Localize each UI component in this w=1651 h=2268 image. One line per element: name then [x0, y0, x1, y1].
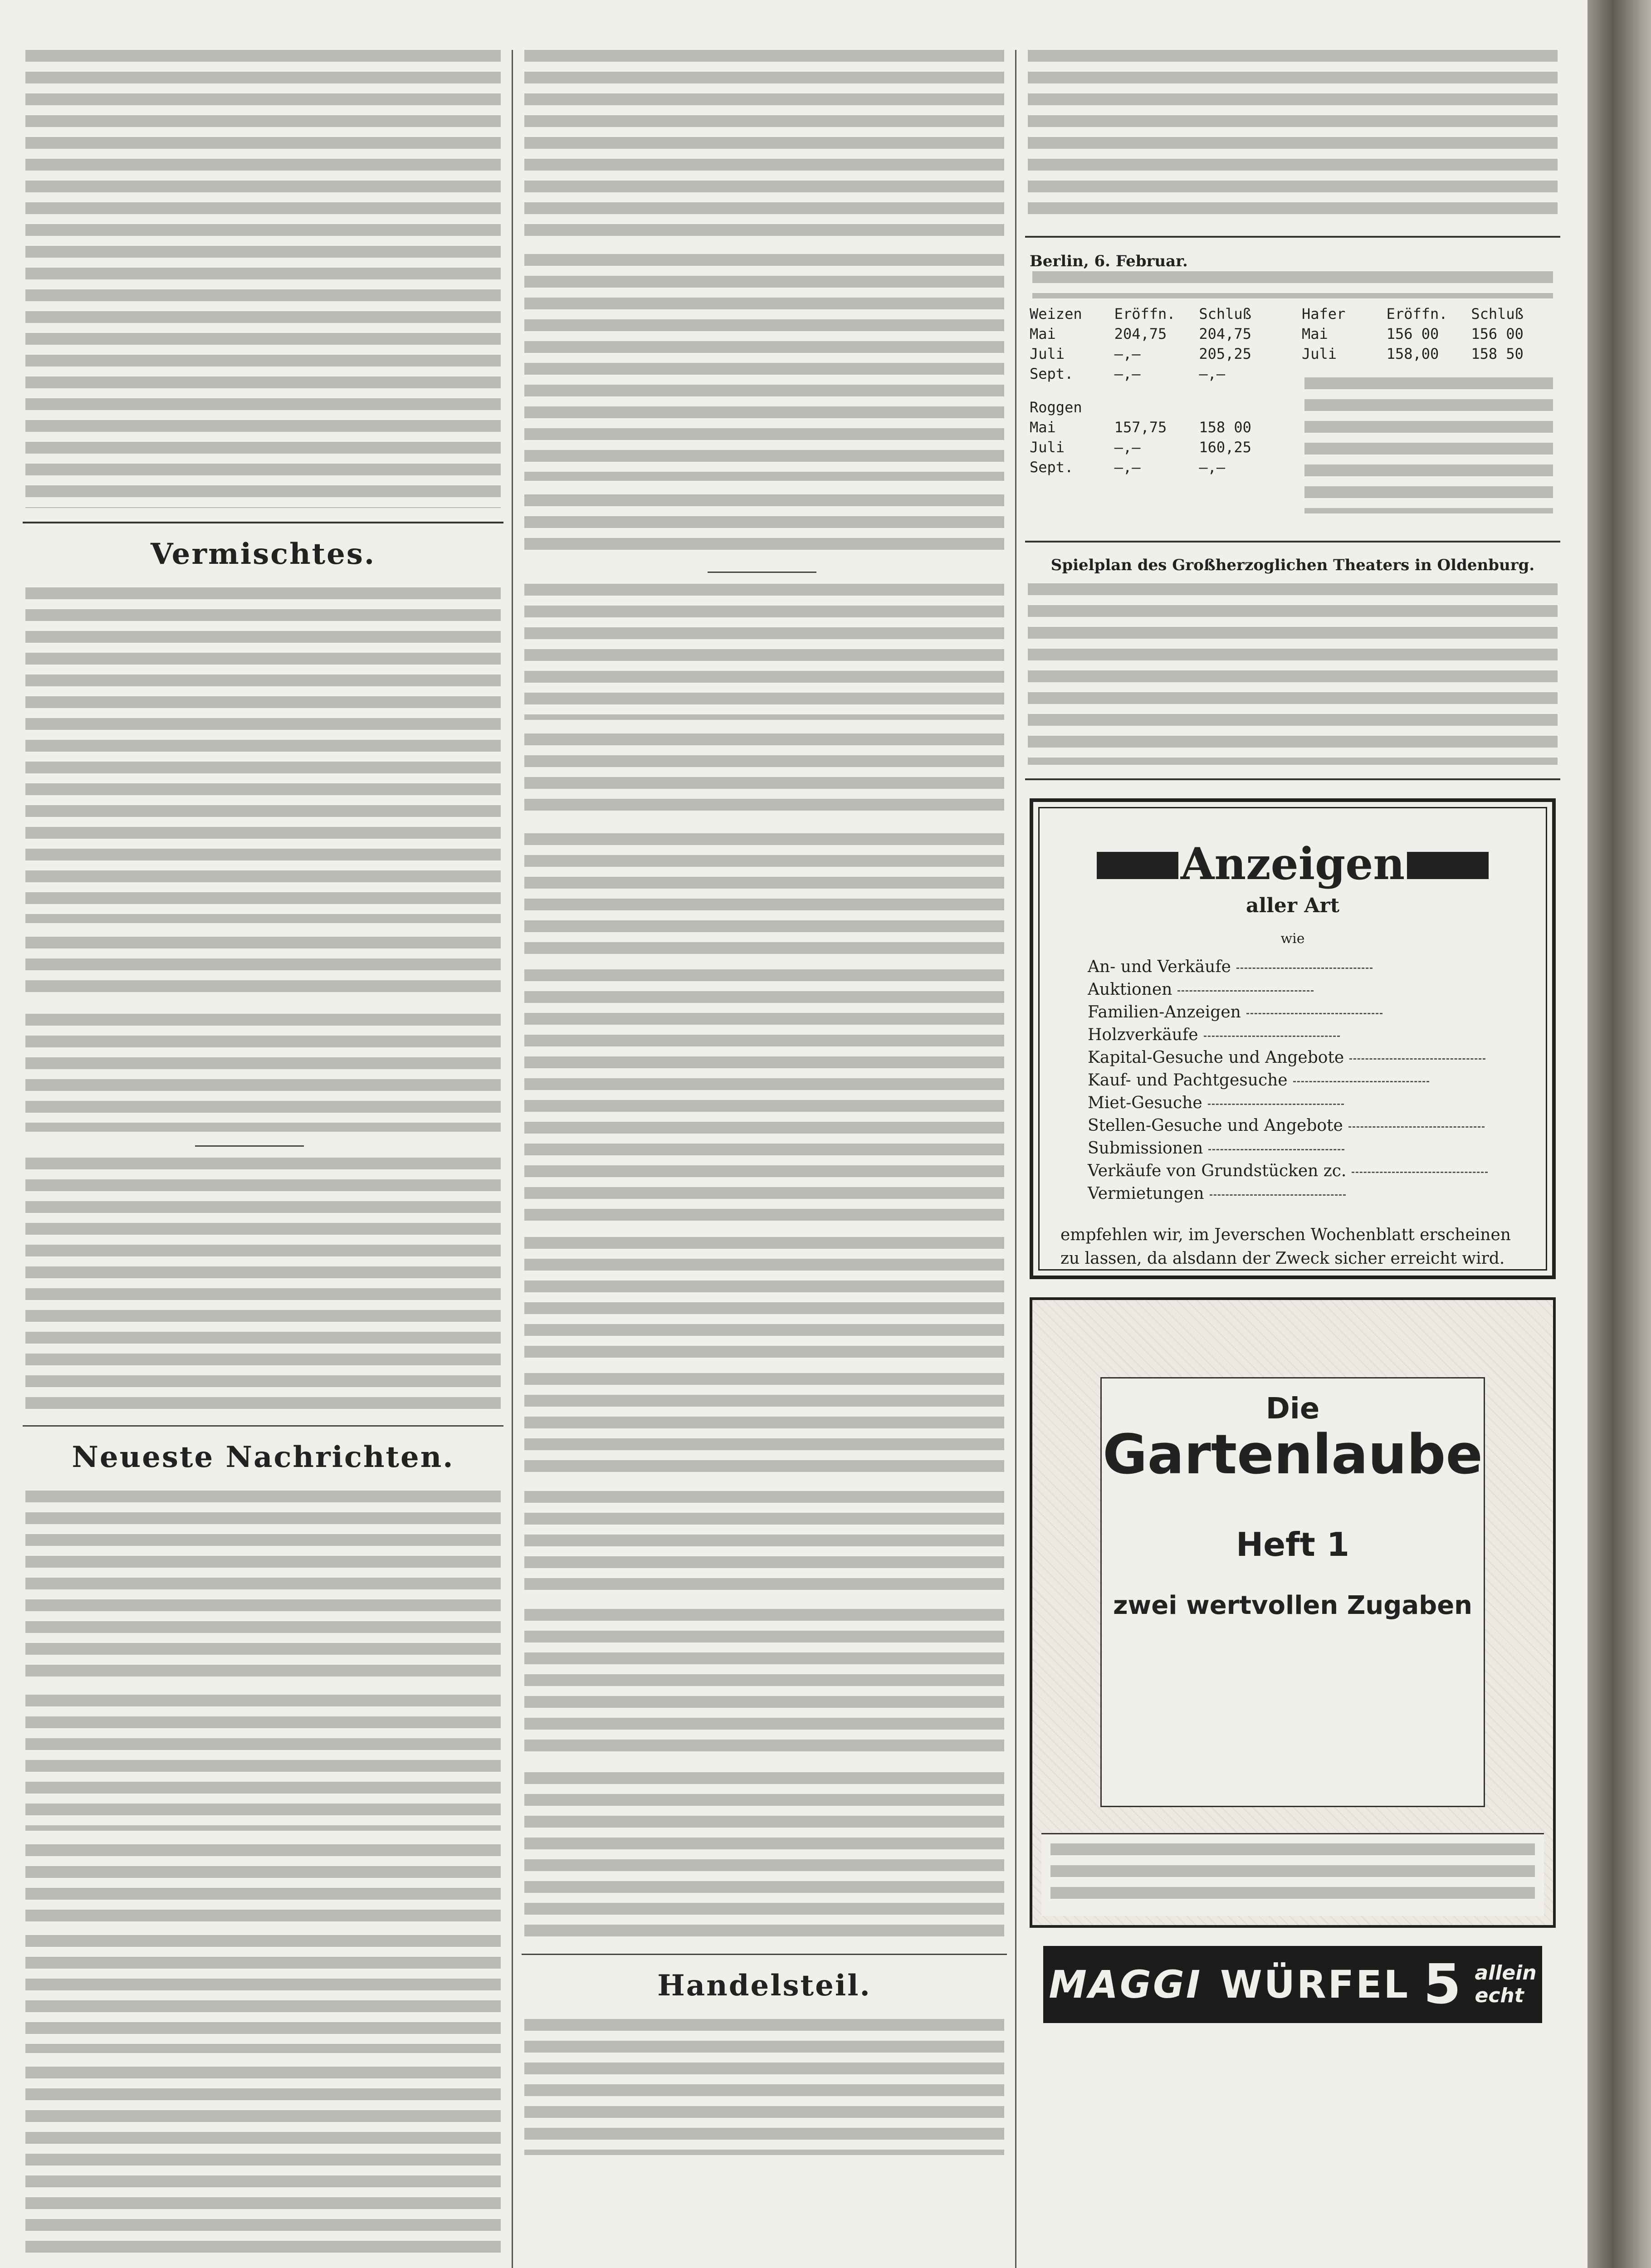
book-binding-edge	[1588, 0, 1651, 2268]
ad-anzeigen-item	[1088, 1024, 1534, 1046]
article-london-balfour	[524, 1609, 1004, 1759]
price-month: Mai	[1030, 325, 1056, 342]
dash-line	[1352, 1172, 1488, 1173]
ad-maggi-slogan	[1475, 1962, 1536, 2007]
ad-anzeigen-item	[1088, 1001, 1534, 1024]
ad-anzeigen-list	[1088, 956, 1534, 1205]
ad-anzeigen-item-label: Miet-Gesuche	[1088, 1094, 1202, 1112]
grain-label: Hafer	[1302, 305, 1346, 323]
article-berlin-reichstag	[524, 833, 1004, 956]
ad-anzeigen-item-label: An- und Verkäufe	[1088, 958, 1231, 976]
section-rule	[522, 1954, 1007, 1955]
price-close: 158 50	[1471, 345, 1524, 362]
article-gotha-militaerluftschiff	[524, 584, 1004, 720]
ad-anzeigen-item-label: Verkäufe von Grundstücken zc.	[1088, 1162, 1347, 1180]
ad-anzeigen-item-label: Submissionen	[1088, 1139, 1203, 1158]
ad-anzeigen-item-label: Holzverkäufe	[1088, 1026, 1198, 1044]
dash-line	[1348, 1126, 1485, 1128]
ad-anzeigen-item-label: Vermietungen	[1088, 1184, 1204, 1203]
price-row	[1030, 324, 1284, 344]
ad-anzeigen-item-label: Auktionen	[1088, 980, 1172, 999]
article-kreisverband-werfen	[25, 50, 501, 508]
section-rule	[1025, 541, 1560, 543]
ad-anzeigen-subtitle: aller Art	[1246, 894, 1340, 917]
price-row	[1030, 437, 1284, 457]
price-header	[1030, 304, 1284, 324]
ad-anzeigen-item	[1088, 1046, 1534, 1069]
price-open: —,—	[1114, 439, 1141, 456]
ad-gartenlaube-zugaben: zwei wertvollen Zugaben	[1113, 1591, 1473, 1620]
ad-gartenlaube-panel	[1100, 1377, 1485, 1807]
section-rule	[23, 1425, 503, 1427]
price-open: —,—	[1114, 345, 1141, 362]
price-month: Juli	[1302, 345, 1337, 362]
price-close: 158 00	[1199, 419, 1251, 436]
dash-line	[1204, 1036, 1340, 1037]
heading-vermischtes: Vermischtes.	[150, 537, 376, 571]
theater-program	[1028, 583, 1558, 765]
price-month: Sept.	[1030, 459, 1074, 476]
section-rule	[23, 522, 503, 523]
section-rule	[1025, 236, 1560, 238]
ad-anzeigen-item-label: Kapital-Gesuche und Angebote	[1088, 1048, 1344, 1067]
ad-gartenlaube-footer-text	[1050, 1843, 1535, 1907]
column-3	[1025, 50, 1560, 2023]
article-paris-amiens	[524, 1491, 1004, 1595]
article-berlin-budgetkommission	[524, 969, 1004, 1223]
dash-line	[1349, 1058, 1485, 1060]
col-close-label: Schluß	[1199, 305, 1251, 323]
ad-anzeigen-title: Anzeigen	[1180, 838, 1405, 890]
article-berlin-brand	[524, 1237, 1004, 1359]
price-close: —,—	[1199, 459, 1226, 476]
article-jever-viehmarkt	[524, 2019, 1004, 2155]
ornament-left	[1097, 852, 1178, 879]
ad-gartenlaube	[1030, 1297, 1556, 1928]
price-close: 205,25	[1199, 345, 1251, 362]
ad-maggi-slogan-2: echt	[1475, 1984, 1524, 2007]
price-month: Mai	[1302, 325, 1328, 342]
ad-anzeigen-item	[1088, 1114, 1534, 1137]
col-close-label: Schluß	[1471, 305, 1524, 323]
price-close: —,—	[1199, 365, 1226, 382]
article-washington-spionage	[524, 1772, 1004, 1940]
article-berlin-reichskanzler	[25, 1491, 501, 1681]
ad-anzeigen-item	[1088, 1069, 1534, 1092]
article-deutschland-england	[524, 50, 1004, 240]
ad-anzeigen-item	[1088, 1092, 1534, 1114]
article-london-kirchen	[25, 2067, 501, 2253]
column-rule-2	[1015, 50, 1016, 2268]
ad-anzeigen-item	[1088, 1160, 1534, 1183]
article-tore-st-james	[25, 1844, 501, 1921]
price-month: Sept.	[1030, 365, 1074, 382]
column-rule-1	[512, 50, 513, 2268]
ad-maggi-price: 5	[1423, 1953, 1461, 2016]
article-london-teheran	[524, 254, 1004, 481]
price-header	[1302, 304, 1556, 324]
section-rule	[1025, 778, 1560, 780]
price-table-caption	[1032, 271, 1553, 298]
price-close: 204,75	[1199, 325, 1251, 342]
price-close: 160,25	[1199, 439, 1251, 456]
ad-anzeigen	[1030, 798, 1556, 1279]
article-berlin-akademie	[25, 587, 501, 923]
dash-line	[1208, 1149, 1344, 1150]
article-doeberitz	[25, 1014, 501, 1132]
ad-anzeigen-item	[1088, 1183, 1534, 1205]
article-rule	[708, 572, 816, 573]
ad-maggi-product: WÜRFEL	[1220, 1962, 1410, 2007]
dash-line	[1210, 1194, 1346, 1196]
ad-gartenlaube-heft: Heft 1	[1236, 1525, 1349, 1564]
ad-anzeigen-footer: empfehlen wir, im Jeverschen Wochenblatt erscheinen zu lassen, da alsdann der Zweck sicher erreicht wird.	[1060, 1226, 1511, 1268]
article-paris-pest	[524, 1373, 1004, 1477]
price-table-remaining	[1304, 377, 1553, 513]
col-open-label: Eröffn.	[1386, 305, 1448, 323]
heading-handelsteil: Handelsteil.	[657, 1969, 871, 2003]
ad-anzeigen-item-label: Familien-Anzeigen	[1088, 1003, 1241, 1022]
dash-line	[1246, 1013, 1382, 1014]
article-kalkutta	[524, 494, 1004, 558]
price-row	[1030, 457, 1284, 477]
price-month: Juli	[1030, 439, 1065, 456]
ad-anzeigen-item	[1088, 956, 1534, 978]
heading-neueste-nachrichten: Neueste Nachrichten.	[72, 1440, 454, 1474]
price-open: —,—	[1114, 459, 1141, 476]
article-viehmarkt-continued	[1028, 50, 1558, 222]
price-close: 156 00	[1471, 325, 1524, 342]
price-open: 157,75	[1114, 419, 1167, 436]
column-2	[522, 50, 1007, 2169]
ad-anzeigen-item-label: Stellen-Gesuche und Angebote	[1088, 1116, 1343, 1135]
price-table	[1025, 251, 1560, 527]
dash-line	[1236, 968, 1373, 969]
price-open: 158,00	[1386, 345, 1439, 362]
price-open: 204,75	[1114, 325, 1167, 342]
dash-line	[1177, 990, 1314, 992]
dash-line	[1293, 1081, 1429, 1082]
price-row	[1030, 344, 1284, 364]
ad-gartenlaube-die: Die	[1265, 1392, 1320, 1426]
article-stuttgart	[25, 937, 501, 1000]
price-row	[1302, 344, 1556, 364]
price-open: 156 00	[1386, 325, 1439, 342]
theater-title: Spielplan des Großherzoglichen Theaters in Oldenburg.	[1050, 556, 1535, 574]
ad-maggi-brand: MAGGI	[1049, 1962, 1202, 2007]
ad-maggi	[1043, 1946, 1542, 2023]
price-row	[1030, 364, 1284, 384]
price-row	[1302, 324, 1556, 344]
dash-line	[1208, 1104, 1344, 1105]
ad-anzeigen-item	[1088, 1137, 1534, 1160]
price-month: Juli	[1030, 345, 1065, 362]
ad-maggi-slogan-1: allein	[1475, 1961, 1537, 1984]
grain-label: Roggen	[1030, 399, 1082, 416]
price-month: Mai	[1030, 419, 1056, 436]
column-1	[23, 50, 503, 2266]
price-table-title: Berlin, 6. Februar.	[1030, 252, 1188, 270]
ad-anzeigen-item	[1088, 978, 1534, 1001]
ad-gartenlaube-name: Gartenlaube	[1103, 1423, 1483, 1486]
price-header	[1030, 397, 1284, 417]
article-rule	[195, 1145, 304, 1147]
ad-anzeigen-item-label: Kauf- und Pachtgesuche	[1088, 1071, 1288, 1090]
ornament-right	[1407, 852, 1489, 879]
col-open-label: Eröffn.	[1114, 305, 1176, 323]
ad-anzeigen-wie: wie	[1280, 931, 1305, 947]
article-infanterieregiment	[25, 1935, 501, 2053]
article-berlin-luftschiff-fulda	[524, 733, 1004, 820]
price-open: —,—	[1114, 365, 1141, 382]
ad-gartenlaube-footer-box	[1041, 1833, 1544, 1916]
article-berlin-saatz	[25, 1695, 501, 1831]
grain-label: Weizen	[1030, 305, 1082, 323]
price-row	[1030, 417, 1284, 437]
article-heldenmuetige-aufopferung	[25, 1158, 501, 1412]
